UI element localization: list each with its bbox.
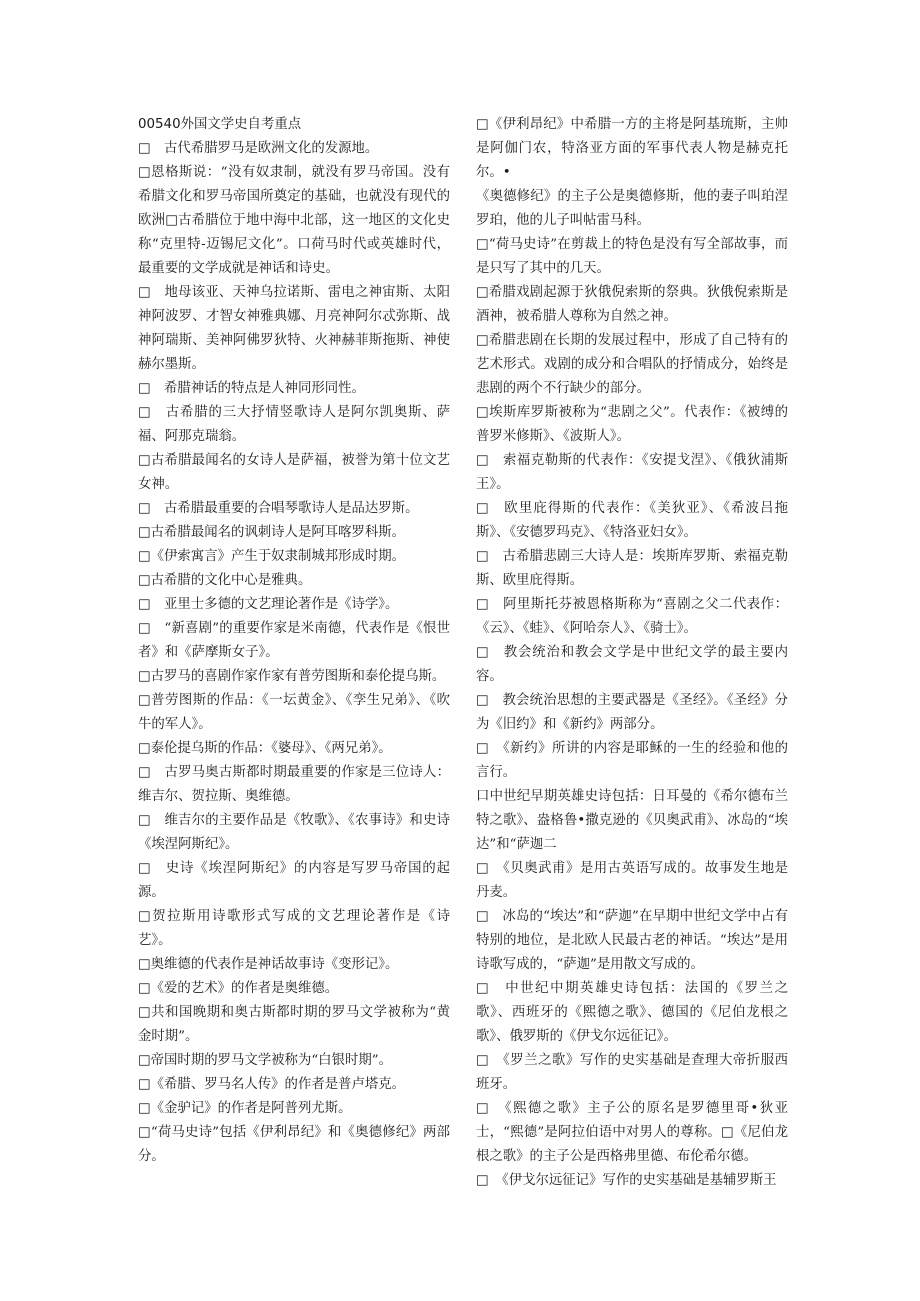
paragraph: □ 《罗兰之歌》写作的史实基础是查理大帝折服西班牙。 bbox=[476, 1053, 788, 1092]
paragraph: □ 古希腊的三大抒情竖歌诗人是阿尔凯奥斯、萨福、阿那克瑞翁。 bbox=[138, 405, 450, 444]
paragraph: □共和国晚期和奥古斯都时期的罗马文学被称为“黄金时期”。 bbox=[138, 1005, 450, 1044]
paragraph: □ 冰岛的“埃达”和“萨迦”在早期中世纪文学中占有特别的地位，是北欧人民最古老的神话。“埃达”是用诗歌写成的，“萨迦”是用散文写成的。 bbox=[476, 909, 788, 972]
paragraph: □ 中世纪中期英雄史诗包括：法国的《罗兰之歌》、西班牙的《熙德之歌》、德国的《尼伯龙根之歌》、俄罗斯的《伊戈尔远征记》。 bbox=[476, 981, 788, 1044]
paragraph: □“荷马史诗”包括《伊利昂纪》和《奥德修纪》两部分。 bbox=[138, 1125, 450, 1164]
paragraph: □ 教会统治和教会文学是中世纪文学的最主要内容。 bbox=[476, 645, 788, 684]
paragraph: □ 索福克勒斯的代表作：《安提戈涅》、《俄狄浦斯王》。 bbox=[476, 453, 788, 492]
paragraph: □贺拉斯用诗歌形式写成的文艺理论著作是《诗艺》。 bbox=[138, 909, 450, 948]
paragraph: □ 地母该亚、天神乌拉诺斯、雷电之神宙斯、太阳神阿波罗、才智女神雅典娜、月亮神阿尔忒弥斯、战神阿瑞斯、美神阿佛罗狄特、火神赫菲斯拖斯、神使赫尔墨斯。 bbox=[138, 285, 450, 372]
paragraph: □ 《熙德之歌》主子公的原名是罗德里哥•狄亚士，“熙德”是阿拉伯语中对男人的尊称。□《尼伯龙根之歌》的主子公是西格弗里德、布伦希尔德。 bbox=[476, 1101, 788, 1164]
paragraph: 《奥德修纪》的主子公是奥德修斯，他的妻子叫珀涅罗珀，他的儿子叫帖雷马科。 bbox=[476, 189, 788, 228]
paragraph: □泰伦提乌斯的作品：《婆母》、《两兄弟》。 bbox=[138, 741, 392, 756]
paragraph: □ 古罗马奥古斯都时期最重要的作家是三位诗人：维吉尔、贺拉斯、奥维德。 bbox=[138, 765, 450, 804]
paragraph: □《伊索寓言》产生于奴隶制城邦形成时期。 bbox=[138, 549, 406, 564]
document-title: 00540外国文学史自考重点 bbox=[138, 117, 302, 132]
paragraph: □ 《贝奥武甫》是用古英语写成的。故事发生地是丹麦。 bbox=[476, 861, 788, 900]
paragraph: □ 教会统治思想的主要武器是《圣经》。《圣经》分为《旧约》和《新约》两部分。 bbox=[476, 693, 788, 732]
paragraph: □古希腊最闻名的女诗人是萨福，被誉为第十位文艺女神。 bbox=[138, 453, 450, 492]
left-text-column bbox=[138, 113, 450, 1169]
paragraph: □ 欧里庇得斯的代表作：《美狄亚》、《希波吕拖斯》、《安德罗玛克》、《特洛亚妇女》。 bbox=[476, 501, 788, 540]
paragraph: □《金驴记》的作者是阿普列尤斯。 bbox=[138, 1101, 352, 1116]
paragraph: □普劳图斯的作品：《一坛黄金》、《孪生兄弟》、《吹牛的军人》。 bbox=[138, 693, 450, 732]
paragraph: □ 《新约》所讲的内容是耶稣的一生的经验和他的言行。 bbox=[476, 741, 788, 780]
paragraph: □《希腊、罗马名人传》的作者是普卢塔克。 bbox=[138, 1077, 406, 1092]
paragraph: □ 《伊戈尔远征记》写作的史实基础是基辅罗斯王 bbox=[476, 1173, 777, 1188]
paragraph: 口中世纪早期英雄史诗包括：日耳曼的《希尔德布兰特之歌》、盎格鲁•撒克逊的《贝奥武甫》、冰岛的“埃达”和“萨迦二 bbox=[476, 789, 788, 852]
paragraph: □古希腊最闻名的讽刺诗人是阿耳喀罗科斯。 bbox=[138, 525, 406, 540]
paragraph: □恩格斯说：“没有奴隶制，就没有罗马帝国。没有希腊文化和罗马帝国所奠定的基础，也就没有现代的欧洲□古希腊位于地中海中北部，这一地区的文化史称“克里特-迈锡尼文化”。口荷马时代或英雄时代，最重要的文学成就是神话和诗史。 bbox=[138, 165, 450, 276]
paragraph: □ 亚里士多德的文艺理论著作是《诗学》。 bbox=[138, 597, 399, 612]
paragraph: □奥维德的代表作是神话故事诗《变形记》。 bbox=[138, 957, 399, 972]
paragraph: □ 古希腊最重要的合唱琴歌诗人是品达罗斯。 bbox=[138, 501, 419, 516]
paragraph: □古希腊的文化中心是雅典。 bbox=[138, 573, 312, 588]
paragraph: □古罗马的喜剧作家作家有普劳图斯和泰伦提乌斯。 bbox=[138, 669, 446, 684]
paragraph: □ 史诗《埃涅阿斯纪》的内容是写罗马帝国的起源。 bbox=[138, 861, 450, 900]
paragraph: □埃斯库罗斯被称为“悲剧之父”。代表作：《被缚的普罗米修斯》、《波斯人》。 bbox=[476, 405, 788, 444]
paragraph: □ 希腊神话的特点是人神同形同性。 bbox=[138, 381, 365, 396]
paragraph: □希腊戏剧起源于狄俄倪索斯的祭典。狄俄倪索斯是酒神，被希腊人尊称为自然之神。 bbox=[476, 285, 788, 324]
paragraph: □ 维吉尔的主要作品是《牧歌》、《农事诗》和史诗《埃涅阿斯纪》。 bbox=[138, 813, 450, 852]
paragraph: □ “新喜剧”的重要作家是米南德，代表作是《恨世者》和《萨摩斯女子》。 bbox=[138, 621, 450, 660]
right-text-column bbox=[476, 113, 788, 1193]
paragraph: □“荷马史诗”在剪裁上的特色是没有写全部故事，而是只写了其中的几天。 bbox=[476, 237, 788, 276]
paragraph: □ 阿里斯托芬被恩格斯称为“喜剧之父二代表作：《云》、《蛙》、《阿哈奈人》、《骑士》。 bbox=[476, 597, 788, 636]
paragraph: □ 古代希腊罗马是欧洲文化的发源地。 bbox=[138, 141, 379, 156]
paragraph: □ 古希腊悲剧三大诗人是：埃斯库罗斯、索福克勒斯、欧里庇得斯。 bbox=[476, 549, 788, 588]
paragraph: □《爱的艺术》的作者是奥维德。 bbox=[138, 981, 339, 996]
paragraph: □希腊悲剧在长期的发展过程中，形成了自己特有的艺术形式。戏剧的成分和合唱队的抒情成分，始终是悲剧的两个不行缺少的部分。 bbox=[476, 333, 788, 396]
paragraph: □《伊利昂纪》中希腊一方的主将是阿基琉斯，主帅是阿伽门农，特洛亚方面的军事代表人物是赫克托尔。• bbox=[476, 117, 788, 180]
paragraph: □帝国时期的罗马文学被称为“白银时期”。 bbox=[138, 1053, 392, 1068]
